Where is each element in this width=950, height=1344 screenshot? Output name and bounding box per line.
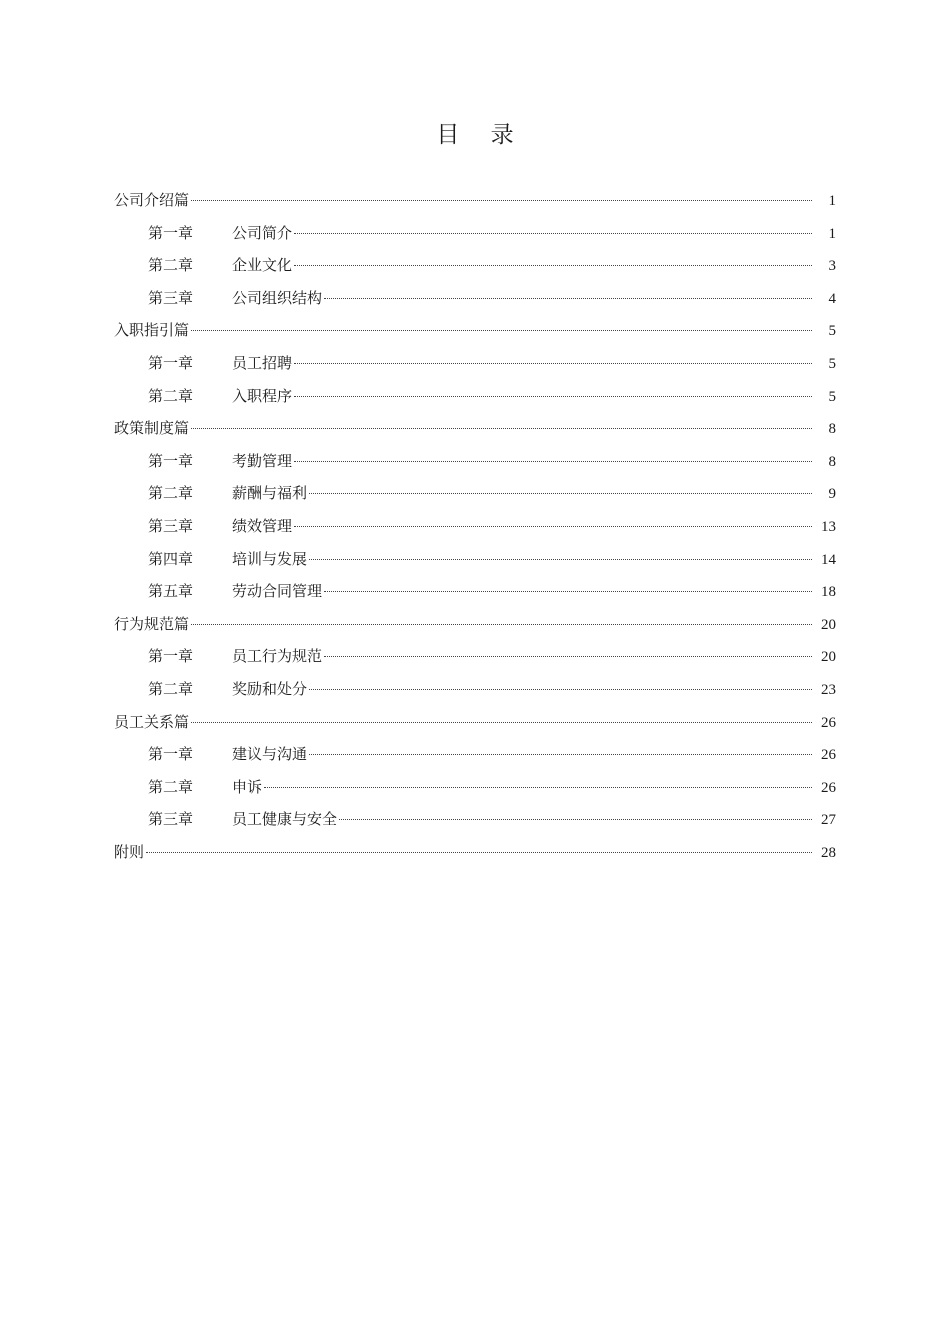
toc-page-number: 20: [821, 649, 836, 666]
toc-page-number: 1: [828, 225, 836, 242]
toc-entry-label: 员工健康与安全: [232, 810, 338, 829]
toc-dot-leader: [324, 591, 812, 592]
toc-chapter-number: 第二章: [148, 679, 194, 698]
toc-dot-leader: [294, 396, 812, 397]
toc-page-number: 23: [821, 681, 836, 698]
toc-page-number: 26: [821, 747, 836, 764]
toc-dot-leader: [294, 461, 812, 462]
toc-chapter-entry[interactable]: [114, 673, 836, 706]
toc-chapter-number: 第三章: [148, 516, 194, 535]
toc-dot-leader: [339, 819, 812, 820]
toc-dot-leader: [324, 656, 812, 657]
toc-chapter-number: 第四章: [148, 549, 194, 568]
toc-part-entry[interactable]: [114, 608, 836, 641]
toc-chapter-number: 第二章: [148, 256, 194, 275]
toc-chapter-number: 第一章: [148, 451, 194, 470]
toc-dot-leader: [309, 493, 812, 494]
toc-chapter-entry[interactable]: [114, 575, 836, 608]
toc-entry-label: 劳动合同管理: [232, 582, 323, 601]
toc-part-entry[interactable]: [114, 314, 836, 347]
toc-chapter-number: 第三章: [148, 288, 194, 307]
toc-entry-label: 薪酬与福利: [232, 484, 308, 503]
toc-part-entry[interactable]: [114, 184, 836, 217]
toc-chapter-entry[interactable]: [114, 380, 836, 413]
toc-chapter-entry[interactable]: [114, 640, 836, 673]
toc-page-number: 27: [821, 812, 836, 829]
toc-page-number: 4: [828, 290, 836, 307]
toc-entry-label: 公司介绍篇: [114, 191, 190, 209]
toc-entry-label: 员工关系篇: [114, 712, 190, 731]
toc-chapter-number: 第二章: [148, 777, 194, 796]
toc-part-entry[interactable]: [114, 412, 836, 445]
toc-entry-label: 建议与沟通: [232, 745, 308, 764]
toc-chapter-number: 第二章: [148, 484, 194, 503]
toc-chapter-entry[interactable]: [114, 282, 836, 315]
toc-page-number: 1: [828, 193, 836, 209]
toc-entry-label: 员工招聘: [232, 353, 293, 372]
toc-page-number: 5: [828, 355, 836, 372]
toc-chapter-number: 第二章: [148, 386, 194, 405]
toc-dot-leader: [309, 559, 812, 560]
toc-chapter-entry[interactable]: [114, 477, 836, 510]
toc-dot-leader: [309, 689, 812, 690]
toc-dot-leader: [191, 428, 812, 429]
toc-chapter-entry[interactable]: [114, 803, 836, 836]
toc-entry-label: 公司组织结构: [232, 288, 323, 307]
toc-entry-label: 绩效管理: [232, 516, 293, 535]
toc-entry-label: 奖励和处分: [232, 679, 308, 698]
toc-page-number: 3: [828, 258, 836, 275]
toc-page-number: 26: [821, 779, 836, 796]
toc-dot-leader: [294, 363, 812, 364]
toc-chapter-number: 第一章: [148, 647, 194, 666]
table-of-contents: [114, 184, 836, 868]
toc-page-number: 28: [821, 844, 836, 861]
toc-dot-leader: [324, 298, 812, 299]
toc-dot-leader: [264, 787, 812, 788]
toc-entry-label: 培训与发展: [232, 549, 308, 568]
toc-chapter-number: 第五章: [148, 582, 194, 601]
toc-chapter-entry[interactable]: [114, 738, 836, 771]
toc-dot-leader: [191, 722, 812, 723]
toc-page-number: 5: [828, 388, 836, 405]
toc-page-number: 26: [821, 714, 836, 731]
toc-page-number: 5: [828, 323, 836, 340]
toc-dot-leader: [309, 754, 812, 755]
toc-dot-leader: [191, 200, 812, 201]
toc-page-number: 9: [828, 486, 836, 503]
toc-page-number: 18: [821, 584, 836, 601]
toc-page-number: 8: [828, 421, 836, 438]
toc-chapter-entry[interactable]: [114, 771, 836, 804]
toc-entry-label: 申诉: [232, 777, 263, 796]
toc-chapter-entry[interactable]: [114, 445, 836, 478]
toc-dot-leader: [294, 265, 812, 266]
toc-entry-label: 附则: [114, 842, 145, 861]
toc-chapter-entry[interactable]: [114, 217, 836, 250]
toc-page-number: 13: [821, 518, 836, 535]
toc-chapter-entry[interactable]: [114, 510, 836, 543]
toc-entry-label: 政策制度篇: [114, 419, 190, 438]
toc-part-entry[interactable]: [114, 836, 836, 869]
toc-title: 目 录: [436, 122, 526, 148]
toc-page-number: 14: [821, 551, 836, 568]
toc-page-number: 20: [821, 616, 836, 633]
toc-chapter-entry[interactable]: [114, 249, 836, 282]
toc-entry-label: 行为规范篇: [114, 614, 190, 633]
toc-entry-label: 企业文化: [232, 256, 293, 275]
toc-chapter-number: 第一章: [148, 745, 194, 764]
toc-dot-leader: [294, 233, 812, 234]
toc-chapter-entry[interactable]: [114, 347, 836, 380]
toc-entry-label: 考勤管理: [232, 451, 293, 470]
toc-chapter-number: 第一章: [148, 353, 194, 372]
toc-dot-leader: [191, 330, 812, 331]
toc-entry-label: 公司简介: [232, 223, 293, 242]
toc-entry-label: 员工行为规范: [232, 647, 323, 666]
toc-dot-leader: [191, 624, 812, 625]
toc-dot-leader: [294, 526, 812, 527]
toc-entry-label: 入职指引篇: [114, 321, 190, 340]
toc-chapter-number: 第一章: [148, 223, 194, 242]
toc-chapter-number: 第三章: [148, 810, 194, 829]
toc-page-number: 8: [828, 453, 836, 470]
toc-part-entry[interactable]: [114, 706, 836, 739]
toc-dot-leader: [146, 852, 812, 853]
toc-entry-label: 入职程序: [232, 386, 293, 405]
toc-chapter-entry[interactable]: [114, 543, 836, 576]
